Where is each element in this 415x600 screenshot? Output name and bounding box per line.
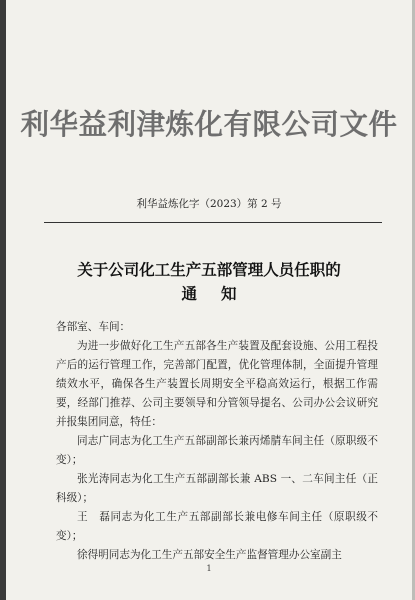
document-title-line2: 通知 <box>181 285 261 303</box>
paragraph-appointment-3: 王 磊同志为化工生产五部副部长兼电修车间主任（原职级不变）； <box>56 511 378 542</box>
document-header: 利华益利津炼化有限公司文件 <box>20 108 398 141</box>
document-title-line1: 关于公司化工生产五部管理人员任职的 <box>77 261 341 279</box>
paragraph-appointment-2: 张光涛同志为化工生产五部副部长兼 ABS 一、二车间主任（正科级）； <box>56 473 378 504</box>
paragraph-appointment-4: 徐得明同志为化工生产五部安全生产监督管理办公室副主 <box>77 549 342 561</box>
page-number: 1 <box>206 564 212 573</box>
paragraph-intro: 为进一步做好化工生产五部各生产装置及配套设施、公用工程投产后的运行管理工作，完善部门配置，优化管理体制，全面提升管理绩效水平，确保各生产装置长周期安全平稳高效运行，根据工作需要，经部门推荐、公司主要领导和分管领导提名、公司办公会议研究并报集团同意，特任： <box>56 340 378 428</box>
salutation: 各部室、车间： <box>56 321 131 333</box>
paragraph-appointment-1: 同志广同志为化工生产五部副部长兼丙烯腈车间主任（原职级不变）； <box>56 435 378 466</box>
document-number: 利华益炼化字（2023）第 2 号 <box>136 198 282 210</box>
header-divider <box>44 222 382 223</box>
document-body <box>56 318 378 565</box>
